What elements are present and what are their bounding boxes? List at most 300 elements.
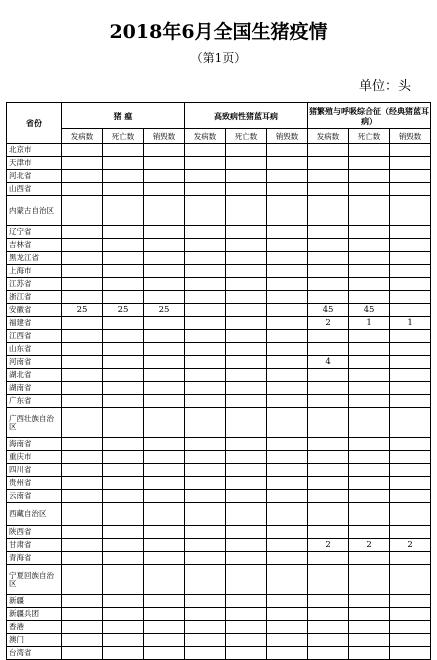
value-cell xyxy=(308,291,349,304)
value-cell xyxy=(62,330,103,343)
value-cell xyxy=(103,477,144,490)
value-cell xyxy=(185,382,226,395)
value-cell xyxy=(103,330,144,343)
value-cell xyxy=(144,291,185,304)
value-cell xyxy=(267,330,308,343)
table-row xyxy=(7,369,431,382)
value-cell xyxy=(390,408,431,438)
value-cell xyxy=(308,183,349,196)
value-cell xyxy=(349,356,390,369)
table-row xyxy=(7,382,431,395)
table-row xyxy=(7,265,431,278)
value-cell xyxy=(103,539,144,552)
province-cell: 湖南省 xyxy=(7,382,62,395)
value-cell xyxy=(308,595,349,608)
subheader-destroyed: 销毁数 xyxy=(267,129,308,144)
table-row xyxy=(7,330,431,343)
page-title: 2018年6月全国生猪疫情 xyxy=(109,21,328,43)
value-cell xyxy=(308,408,349,438)
value-cell xyxy=(103,634,144,647)
value-cell xyxy=(308,438,349,451)
value-cell xyxy=(103,278,144,291)
province-cell: 甘肃省 xyxy=(7,539,62,552)
value-cell xyxy=(267,490,308,503)
value-cell xyxy=(226,451,267,464)
epidemic-table xyxy=(6,102,431,660)
value-cell xyxy=(144,539,185,552)
value-cell xyxy=(103,621,144,634)
value-cell xyxy=(226,477,267,490)
value-cell xyxy=(308,395,349,408)
value-cell: 45 xyxy=(349,304,390,317)
value-cell: 2 xyxy=(349,539,390,552)
value-cell xyxy=(226,317,267,330)
value-cell xyxy=(62,438,103,451)
province-cell: 浙江省 xyxy=(7,291,62,304)
value-cell xyxy=(226,239,267,252)
value-cell xyxy=(390,503,431,526)
value-cell xyxy=(144,503,185,526)
value-cell xyxy=(390,608,431,621)
table-row xyxy=(7,356,431,369)
province-cell: 河北省 xyxy=(7,170,62,183)
value-cell xyxy=(308,170,349,183)
value-cell xyxy=(349,621,390,634)
value-cell xyxy=(62,157,103,170)
value-cell xyxy=(308,451,349,464)
value-cell xyxy=(103,144,144,157)
province-cell: 山东省 xyxy=(7,343,62,356)
value-cell xyxy=(226,356,267,369)
value-cell xyxy=(103,226,144,239)
value-cell xyxy=(62,170,103,183)
subheader-deaths: 死亡数 xyxy=(226,129,267,144)
value-cell xyxy=(185,157,226,170)
value-cell xyxy=(267,239,308,252)
value-cell xyxy=(185,317,226,330)
value-cell xyxy=(308,608,349,621)
value-cell xyxy=(390,330,431,343)
table-row xyxy=(7,451,431,464)
value-cell xyxy=(390,226,431,239)
value-cell xyxy=(185,291,226,304)
table-row xyxy=(7,343,431,356)
value-cell xyxy=(267,395,308,408)
province-cell: 台湾省 xyxy=(7,647,62,660)
value-cell xyxy=(267,252,308,265)
value-cell xyxy=(308,621,349,634)
value-cell xyxy=(144,552,185,565)
province-cell: 陕西省 xyxy=(7,526,62,539)
value-cell xyxy=(185,304,226,317)
group-header-prrs: 猪繁殖与呼吸综合征（经典猪蓝耳病） xyxy=(308,103,431,129)
value-cell xyxy=(144,317,185,330)
value-cell xyxy=(103,183,144,196)
value-cell xyxy=(267,226,308,239)
value-cell xyxy=(390,464,431,477)
value-cell xyxy=(103,647,144,660)
value-cell xyxy=(267,291,308,304)
table-row xyxy=(7,291,431,304)
value-cell xyxy=(349,552,390,565)
value-cell xyxy=(185,477,226,490)
value-cell xyxy=(144,438,185,451)
value-cell: 4 xyxy=(308,356,349,369)
value-cell xyxy=(390,157,431,170)
value-cell xyxy=(349,526,390,539)
subheader-cases: 发病数 xyxy=(308,129,349,144)
value-cell xyxy=(226,621,267,634)
province-cell: 吉林省 xyxy=(7,239,62,252)
value-cell xyxy=(308,552,349,565)
value-cell xyxy=(144,157,185,170)
value-cell xyxy=(349,330,390,343)
value-cell: 45 xyxy=(308,304,349,317)
value-cell xyxy=(267,196,308,226)
value-cell xyxy=(390,183,431,196)
value-cell xyxy=(62,490,103,503)
value-cell xyxy=(144,451,185,464)
value-cell xyxy=(308,634,349,647)
value-cell xyxy=(144,382,185,395)
value-cell xyxy=(267,304,308,317)
table-row xyxy=(7,144,431,157)
value-cell xyxy=(308,464,349,477)
value-cell xyxy=(144,144,185,157)
value-cell xyxy=(103,595,144,608)
value-cell xyxy=(62,183,103,196)
province-cell: 贵州省 xyxy=(7,477,62,490)
value-cell xyxy=(185,183,226,196)
value-cell xyxy=(226,196,267,226)
value-cell xyxy=(185,356,226,369)
value-cell xyxy=(308,526,349,539)
value-cell xyxy=(390,356,431,369)
province-cell: 宁夏回族自治区 xyxy=(7,565,62,595)
value-cell xyxy=(144,595,185,608)
value-cell xyxy=(267,317,308,330)
value-cell xyxy=(103,395,144,408)
value-cell xyxy=(62,265,103,278)
value-cell xyxy=(185,330,226,343)
value-cell xyxy=(62,477,103,490)
value-cell xyxy=(349,196,390,226)
value-cell xyxy=(103,503,144,526)
province-cell: 重庆市 xyxy=(7,451,62,464)
value-cell xyxy=(103,239,144,252)
value-cell xyxy=(226,330,267,343)
value-cell xyxy=(308,343,349,356)
value-cell xyxy=(185,408,226,438)
province-cell: 香港 xyxy=(7,621,62,634)
value-cell xyxy=(226,464,267,477)
value-cell xyxy=(144,526,185,539)
province-cell: 安徽省 xyxy=(7,304,62,317)
value-cell xyxy=(267,595,308,608)
value-cell xyxy=(226,170,267,183)
value-cell xyxy=(226,343,267,356)
province-cell: 福建省 xyxy=(7,317,62,330)
value-cell xyxy=(390,369,431,382)
province-cell: 青海省 xyxy=(7,552,62,565)
table-row xyxy=(7,183,431,196)
value-cell xyxy=(308,503,349,526)
value-cell xyxy=(267,183,308,196)
value-cell xyxy=(267,157,308,170)
value-cell xyxy=(185,634,226,647)
value-cell xyxy=(226,526,267,539)
value-cell xyxy=(226,539,267,552)
value-cell xyxy=(390,565,431,595)
value-cell xyxy=(308,477,349,490)
table-row xyxy=(7,252,431,265)
value-cell xyxy=(144,565,185,595)
value-cell xyxy=(390,343,431,356)
province-cell: 江西省 xyxy=(7,330,62,343)
value-cell xyxy=(267,477,308,490)
value-cell xyxy=(349,278,390,291)
value-cell xyxy=(62,317,103,330)
value-cell xyxy=(185,170,226,183)
value-cell xyxy=(267,565,308,595)
table-row xyxy=(7,565,431,595)
value-cell xyxy=(62,252,103,265)
value-cell xyxy=(144,170,185,183)
value-cell xyxy=(62,464,103,477)
table-row xyxy=(7,395,431,408)
value-cell xyxy=(349,438,390,451)
value-cell xyxy=(185,595,226,608)
value-cell xyxy=(144,477,185,490)
table-body xyxy=(7,144,431,660)
value-cell xyxy=(185,451,226,464)
value-cell xyxy=(308,490,349,503)
value-cell xyxy=(144,464,185,477)
table-row xyxy=(7,490,431,503)
value-cell xyxy=(62,395,103,408)
value-cell xyxy=(267,464,308,477)
value-cell xyxy=(267,451,308,464)
value-cell xyxy=(185,647,226,660)
value-cell xyxy=(144,608,185,621)
value-cell xyxy=(103,369,144,382)
value-cell xyxy=(103,552,144,565)
value-cell xyxy=(349,408,390,438)
value-cell xyxy=(144,395,185,408)
value-cell xyxy=(62,239,103,252)
value-cell xyxy=(267,356,308,369)
value-cell xyxy=(185,144,226,157)
province-cell: 广西壮族自治区 xyxy=(7,408,62,438)
value-cell xyxy=(349,608,390,621)
value-cell xyxy=(62,621,103,634)
table-row xyxy=(7,595,431,608)
value-cell xyxy=(226,634,267,647)
value-cell: 25 xyxy=(103,304,144,317)
province-cell: 河南省 xyxy=(7,356,62,369)
page-number: （第1页） xyxy=(190,51,247,65)
value-cell xyxy=(390,382,431,395)
value-cell xyxy=(185,565,226,595)
value-cell xyxy=(226,552,267,565)
table-row xyxy=(7,408,431,438)
value-cell xyxy=(349,226,390,239)
value-cell xyxy=(349,451,390,464)
value-cell xyxy=(267,343,308,356)
province-cell: 内蒙古自治区 xyxy=(7,196,62,226)
value-cell xyxy=(226,565,267,595)
value-cell xyxy=(226,647,267,660)
value-cell xyxy=(226,382,267,395)
value-cell: 25 xyxy=(144,304,185,317)
value-cell xyxy=(390,395,431,408)
value-cell xyxy=(267,369,308,382)
province-cell: 云南省 xyxy=(7,490,62,503)
value-cell xyxy=(103,408,144,438)
value-cell xyxy=(226,278,267,291)
value-cell xyxy=(62,451,103,464)
value-cell xyxy=(349,565,390,595)
value-cell xyxy=(62,343,103,356)
value-cell: 2 xyxy=(390,539,431,552)
province-cell: 江苏省 xyxy=(7,278,62,291)
value-cell xyxy=(308,144,349,157)
table-row xyxy=(7,239,431,252)
value-cell xyxy=(226,608,267,621)
value-cell xyxy=(185,490,226,503)
value-cell xyxy=(267,170,308,183)
value-cell xyxy=(349,343,390,356)
value-cell xyxy=(308,330,349,343)
province-cell: 黑龙江省 xyxy=(7,252,62,265)
value-cell xyxy=(308,278,349,291)
value-cell xyxy=(349,395,390,408)
table-row xyxy=(7,157,431,170)
value-cell xyxy=(185,278,226,291)
value-cell xyxy=(390,304,431,317)
subheader-cases: 发病数 xyxy=(185,129,226,144)
value-cell xyxy=(390,170,431,183)
table-row xyxy=(7,170,431,183)
value-cell xyxy=(62,369,103,382)
value-cell xyxy=(390,144,431,157)
value-cell xyxy=(103,291,144,304)
table-row xyxy=(7,621,431,634)
province-cell: 新疆兵团 xyxy=(7,608,62,621)
value-cell: 2 xyxy=(308,317,349,330)
value-cell xyxy=(185,239,226,252)
value-cell xyxy=(349,595,390,608)
value-cell xyxy=(226,291,267,304)
table-row xyxy=(7,608,431,621)
value-cell xyxy=(349,634,390,647)
value-cell xyxy=(144,634,185,647)
value-cell xyxy=(308,382,349,395)
value-cell xyxy=(144,239,185,252)
value-cell xyxy=(144,356,185,369)
value-cell xyxy=(349,477,390,490)
group-header-swine-fever: 猪 瘟 xyxy=(62,103,185,129)
value-cell xyxy=(349,369,390,382)
value-cell xyxy=(103,343,144,356)
value-cell xyxy=(144,252,185,265)
value-cell xyxy=(144,196,185,226)
value-cell xyxy=(390,291,431,304)
value-cell xyxy=(103,382,144,395)
province-cell: 澳门 xyxy=(7,634,62,647)
value-cell xyxy=(103,490,144,503)
province-cell: 海南省 xyxy=(7,438,62,451)
value-cell xyxy=(390,278,431,291)
value-cell xyxy=(62,595,103,608)
province-cell: 四川省 xyxy=(7,464,62,477)
value-cell xyxy=(62,356,103,369)
value-cell xyxy=(390,552,431,565)
value-cell xyxy=(103,356,144,369)
value-cell xyxy=(267,408,308,438)
value-cell xyxy=(390,196,431,226)
value-cell xyxy=(267,621,308,634)
value-cell xyxy=(185,265,226,278)
value-cell xyxy=(349,157,390,170)
value-cell xyxy=(267,278,308,291)
province-cell: 新疆 xyxy=(7,595,62,608)
value-cell xyxy=(185,621,226,634)
value-cell xyxy=(267,265,308,278)
value-cell xyxy=(390,239,431,252)
value-cell: 25 xyxy=(62,304,103,317)
value-cell xyxy=(267,647,308,660)
subheader-destroyed: 销毁数 xyxy=(390,129,431,144)
subheader-destroyed: 销毁数 xyxy=(144,129,185,144)
value-cell xyxy=(390,595,431,608)
table-row xyxy=(7,278,431,291)
value-cell xyxy=(103,438,144,451)
table-row xyxy=(7,526,431,539)
value-cell xyxy=(226,395,267,408)
value-cell xyxy=(226,369,267,382)
value-cell xyxy=(226,595,267,608)
table-row xyxy=(7,647,431,660)
value-cell xyxy=(144,330,185,343)
province-cell: 湖北省 xyxy=(7,369,62,382)
value-cell xyxy=(185,226,226,239)
subheader-deaths: 死亡数 xyxy=(349,129,390,144)
value-cell xyxy=(349,647,390,660)
value-cell xyxy=(226,144,267,157)
value-cell xyxy=(185,503,226,526)
value-cell xyxy=(62,408,103,438)
value-cell xyxy=(103,464,144,477)
value-cell xyxy=(349,252,390,265)
value-cell: 1 xyxy=(349,317,390,330)
value-cell xyxy=(62,196,103,226)
value-cell xyxy=(62,552,103,565)
value-cell xyxy=(308,369,349,382)
value-cell xyxy=(185,438,226,451)
value-cell xyxy=(144,369,185,382)
table-row xyxy=(7,634,431,647)
value-cell xyxy=(62,647,103,660)
value-cell xyxy=(390,477,431,490)
value-cell xyxy=(349,464,390,477)
value-cell xyxy=(349,291,390,304)
value-cell xyxy=(144,226,185,239)
province-column-header: 省份 xyxy=(7,103,62,144)
value-cell xyxy=(62,278,103,291)
value-cell xyxy=(185,196,226,226)
value-cell xyxy=(390,265,431,278)
